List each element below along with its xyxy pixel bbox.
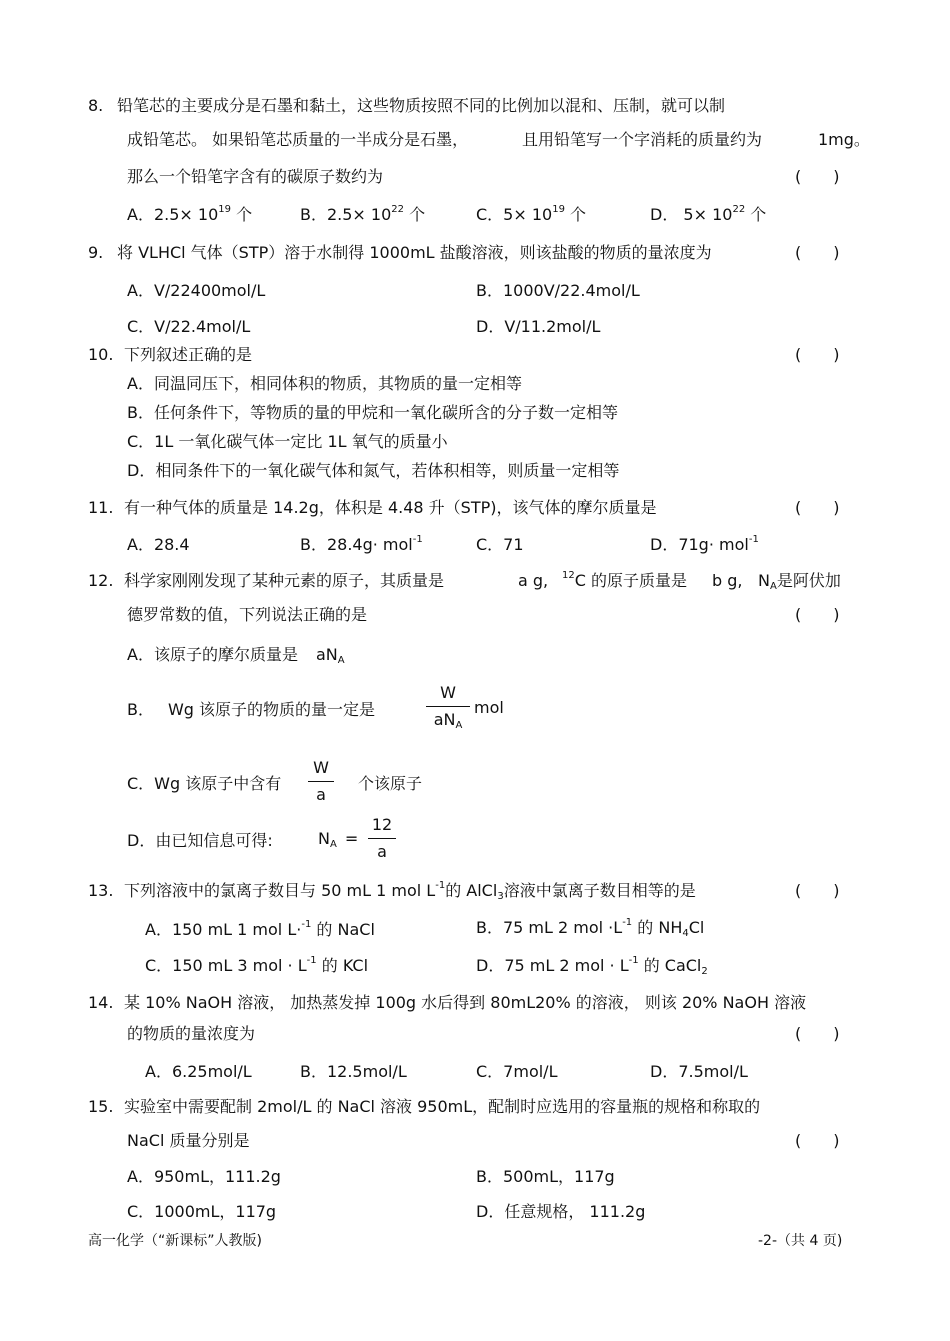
option-b: B．12.5mol/L — [300, 1062, 407, 1081]
question-text: 将 VLHCl 气体（STP）溶于水制得 1000mL 盐酸溶液，则该盐酸的物质的量浓度为 — [117, 243, 712, 262]
fraction-12-over-a: 12 a — [368, 815, 396, 862]
question-number: 12. — [88, 571, 114, 590]
question-text: 德罗常数的值，下列说法正确的是 — [127, 605, 368, 624]
footer-page-number: -2-（共 4 页) — [758, 1233, 843, 1249]
option-b: B．$2.5\times 10^{22}$ 个 — [300, 204, 426, 224]
option-c: C．71 — [476, 535, 524, 554]
option-d: D．7.5mol/L — [650, 1062, 748, 1081]
option-a: A．V/22400mol/L — [127, 281, 266, 300]
question-number: 15. — [88, 1097, 114, 1116]
option-c: C．7mol/L — [476, 1062, 558, 1081]
question-text: NaCl 质量分别是 — [127, 1131, 250, 1150]
question-number: 9. — [88, 243, 104, 262]
question-text: $^{12}$C 的原子质量是 — [562, 570, 687, 590]
unit-mol: mol — [474, 698, 504, 717]
question-text: 1mg。 — [818, 130, 870, 149]
option-b: B．75 mL 2 mol $\cdot L^{-1}$ 的 $NH_4Cl$ — [476, 917, 705, 939]
answer-bracket: ( ) — [795, 1131, 840, 1150]
question-text: 实验室中需要配制 2mol/L 的 NaCl 溶液 950mL，配制时应选用的容量瓶的规格和称取的 — [124, 1097, 761, 1116]
question-number: 8. — [88, 96, 104, 115]
question-text: b g, — [712, 571, 743, 590]
option-a: A．同温同压下，相同体积的物质，其物质的量一定相等 — [127, 374, 522, 393]
question-text: 成铅笔芯。 如果铅笔芯质量的一半成分是石墨， — [127, 130, 469, 149]
answer-bracket: ( ) — [795, 881, 840, 900]
question-text: 且用铅笔写一个字消耗的质量约为 — [522, 130, 763, 149]
option-a: A．950mL，111.2g — [127, 1167, 281, 1186]
option-c: C．1L 一氧化碳气体一定比 1L 氧气的质量小 — [127, 432, 448, 451]
answer-bracket: ( ) — [795, 1024, 840, 1043]
fraction-w-over-ana: W $aN_A$ — [426, 683, 470, 730]
option-c: C．V/22.4mol/L — [127, 317, 251, 336]
option-d: D．V/11.2mol/L — [476, 317, 601, 336]
option-a: A．6.25mol/L — [145, 1062, 252, 1081]
option-d: D．75 mL 2 mol · $L^{-1}$ 的 CaCl$_2$ — [476, 955, 708, 977]
footer-subject: 高一化学（“新课标”人教版) — [88, 1233, 262, 1249]
answer-bracket: ( ) — [795, 167, 840, 186]
question-text: 的物质的量浓度为 — [127, 1024, 256, 1043]
answer-bracket: ( ) — [795, 243, 840, 262]
question-number: 13. — [88, 881, 114, 900]
option-c: C．150 mL 3 mol · $L^{-1}$ 的 KCl — [145, 955, 369, 975]
question-text: 那么一个铅笔字含有的碳原子数约为 — [127, 167, 384, 186]
option-c-tail: 个该原子 — [358, 774, 423, 793]
fraction-w-over-a: W a — [308, 758, 334, 805]
option-b: B． Wg 该原子的物质的量一定是 — [127, 700, 376, 719]
avogadro-symbol: $N_A$ = — [318, 829, 359, 850]
answer-bracket: ( ) — [795, 605, 840, 624]
option-d: D． $5\times 10^{22}$ 个 — [650, 204, 767, 224]
option-d: D．相同条件下的一氧化碳气体和氮气，若体积相等，则质量一定相等 — [127, 461, 620, 480]
option-a: A．$2.5\times 10^{19}$ 个 — [127, 204, 253, 224]
option-d: D．由已知信息可得: — [127, 831, 273, 850]
question-text: $N_A$是阿伏加 — [758, 571, 841, 592]
question-text: 有一种气体的质量是 14.2g，体积是 4.48 升（STP)，该气体的摩尔质量是 — [124, 498, 657, 517]
option-a: A．28.4 — [127, 535, 190, 554]
option-d: D．71g· mol$^{-1}$ — [650, 534, 759, 554]
answer-bracket: ( ) — [795, 498, 840, 517]
question-text: 铅笔芯的主要成分是石墨和黏土，这些物质按照不同的比例加以混和、压制，就可以制 — [117, 96, 726, 115]
option-b: B．500mL，117g — [476, 1167, 615, 1186]
question-text: 某 10% NaOH 溶液， 加热蒸发掉 100g 水后得到 80mL20% 的溶液， 则该 20% NaOH 溶液 — [124, 993, 807, 1012]
option-a: A．该原子的摩尔质量是 $aN_A$ — [127, 645, 345, 666]
option-b: B．28.4g· mol$^{-1}$ — [300, 534, 423, 554]
answer-bracket: ( ) — [795, 345, 840, 364]
option-a: A．150 mL 1 mol L·$^{-1}$ 的 NaCl — [145, 919, 375, 939]
option-d: D．任意规格， 111.2g — [476, 1202, 646, 1221]
question-number: 11. — [88, 498, 114, 517]
question-text: a g, — [518, 571, 549, 590]
option-c: C．$5\times 10^{19}$ 个 — [476, 204, 587, 224]
option-c: C．Wg 该原子中含有 — [127, 774, 282, 793]
question-text: 下列叙述正确的是 — [124, 345, 253, 364]
question-number: 10. — [88, 345, 114, 364]
question-number: 14. — [88, 993, 114, 1012]
question-text: 科学家刚刚发现了某种元素的原子，其质量是 — [124, 571, 445, 590]
option-b: B．任何条件下，等物质的量的甲烷和一氧化碳所含的分子数一定相等 — [127, 403, 618, 422]
question-text: 下列溶液中的氯离子数目与 50 mL 1 mol $L^{-1}$的 AlCl$_3$溶液中氯离子数目相等的是 — [124, 880, 696, 902]
option-c: C．1000mL，117g — [127, 1202, 277, 1221]
option-b: B．1000V/22.4mol/L — [476, 281, 640, 300]
